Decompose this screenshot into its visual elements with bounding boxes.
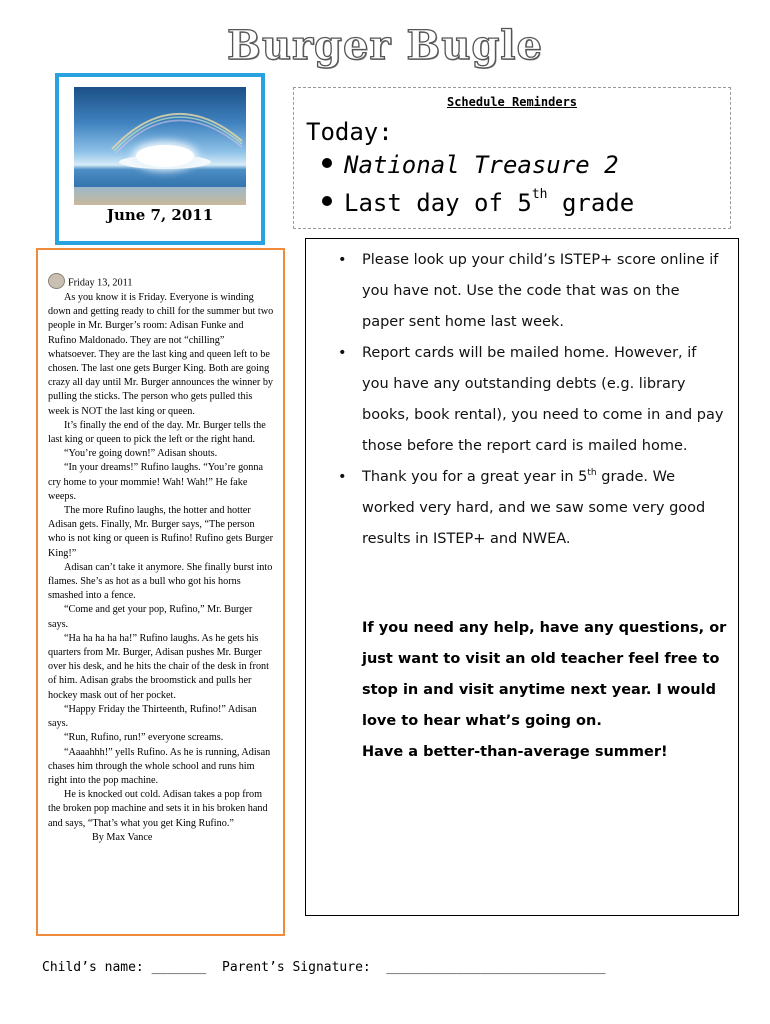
story-paragraph: The more Rufino laughs, the hotter and hotter Adisan gets. Finally, Mr. Burger says, “The person who is not king or queen is Rufino! Rufino gets Burger King!” bbox=[48, 505, 274, 559]
story-paragraph: “Ha ha ha ha ha!” Rufino laughs. As he gets his quarters from Mr. Burger, Adisan pushes Mr. Burger over his desk, and he hits the chair of the desk in front of him. Adisan grabs the broomstick and pulls her hockey mask out of her pocket. bbox=[48, 632, 269, 701]
today-heading: Today: bbox=[306, 118, 393, 146]
story-paragraph: He is knocked out cold. Adisan takes a pop from the broken pop machine and sets it in his broken hand and says, “That’s what you get King Rufino.” bbox=[48, 789, 268, 829]
signature-line bbox=[42, 960, 606, 975]
parent-notes-box bbox=[305, 238, 739, 916]
parent-signature-label: Parent’s Signature: bbox=[222, 960, 371, 975]
child-name-label: Child’s name: _______ bbox=[42, 960, 207, 975]
note-thank-you: • Thank you for a great year in 5th grade. We worked very hard, and we saw some very good results in ISTEP+ and NWEA. bbox=[338, 462, 726, 555]
burger-icon bbox=[48, 273, 65, 289]
note-istep: • Please look up your child’s ISTEP+ score online if you have not. Use the code that was on the paper sent home last week. bbox=[338, 245, 726, 338]
schedule-item: Last day of 5th grade bbox=[322, 189, 634, 217]
notes-list bbox=[338, 245, 726, 555]
story-paragraph: “Happy Friday the Thirteenth, Rufino!” Adisan says. bbox=[48, 703, 257, 730]
issue-date: June 7, 2011 bbox=[106, 206, 214, 224]
story-paragraph: “Aaaahhh!” yells Rufino. As he is running, Adisan chases him through the whole school and runs him right into the pop machine. bbox=[48, 746, 271, 786]
rainbow-ocean-photo bbox=[74, 87, 246, 205]
photo-frame bbox=[55, 73, 265, 245]
student-story bbox=[48, 275, 274, 845]
schedule-item: National Treasure 2 bbox=[322, 151, 619, 179]
closing-message bbox=[338, 613, 730, 768]
signature-blank: ____________________________ bbox=[386, 960, 606, 975]
farewell-text: Have a better-than-average summer! bbox=[362, 744, 668, 760]
student-story-box bbox=[36, 248, 285, 936]
story-paragraph: “In your dreams!” Rufino laughs. “You’re gonna cry home to your mommie! Wah! Wah!” He fake weeps. bbox=[48, 462, 263, 502]
story-paragraph: It’s finally the end of the day. Mr. Burger tells the last king or queen to pick the left or the right hand. bbox=[48, 419, 266, 446]
story-paragraph: “Come and get your pop, Rufino,” Mr. Burger says. bbox=[48, 604, 253, 630]
newsletter-title: Burger Bugle bbox=[227, 22, 543, 69]
story-paragraph: Adisan can’t take it anymore. She finally burst into flames. She’s as hot as a bull who got his horns smashed into a fence. bbox=[48, 561, 273, 602]
story-byline: By Max Vance bbox=[92, 831, 153, 843]
story-paragraph: As you know it is Friday. Everyone is winding down and getting ready to chill for the summer but two people in Mr. Burger’s room: Adisan Funke and Rufino Maldonado. They are not “chilling” whatsoever. They are the last king and queen left to be chosen. The last one gets Burger King. Both are going crazy all day until Mr. Burger announces the winner by pulling the sticks. The person who gets pulled this week is NOT the last king or queen. bbox=[48, 292, 274, 417]
schedule-reminders-box bbox=[293, 87, 731, 229]
note-report-cards: • Report cards will be mailed home. However, if you have any outstanding debts (e.g. library books, book rental), you need to come in and pay those before the report card is mailed home. bbox=[338, 338, 726, 462]
story-dateline: Friday 13, 2011 bbox=[48, 275, 274, 291]
story-paragraph: “You’re going down!” Adisan shouts. bbox=[64, 448, 218, 460]
story-paragraph: “Run, Rufino, run!” everyone screams. bbox=[64, 732, 224, 744]
closing-text: If you need any help, have any questions, or just want to visit an old teacher feel free to stop in and visit anytime next year. I would love to hear what’s going on. bbox=[362, 620, 727, 729]
schedule-title: Schedule Reminders bbox=[446, 95, 578, 109]
